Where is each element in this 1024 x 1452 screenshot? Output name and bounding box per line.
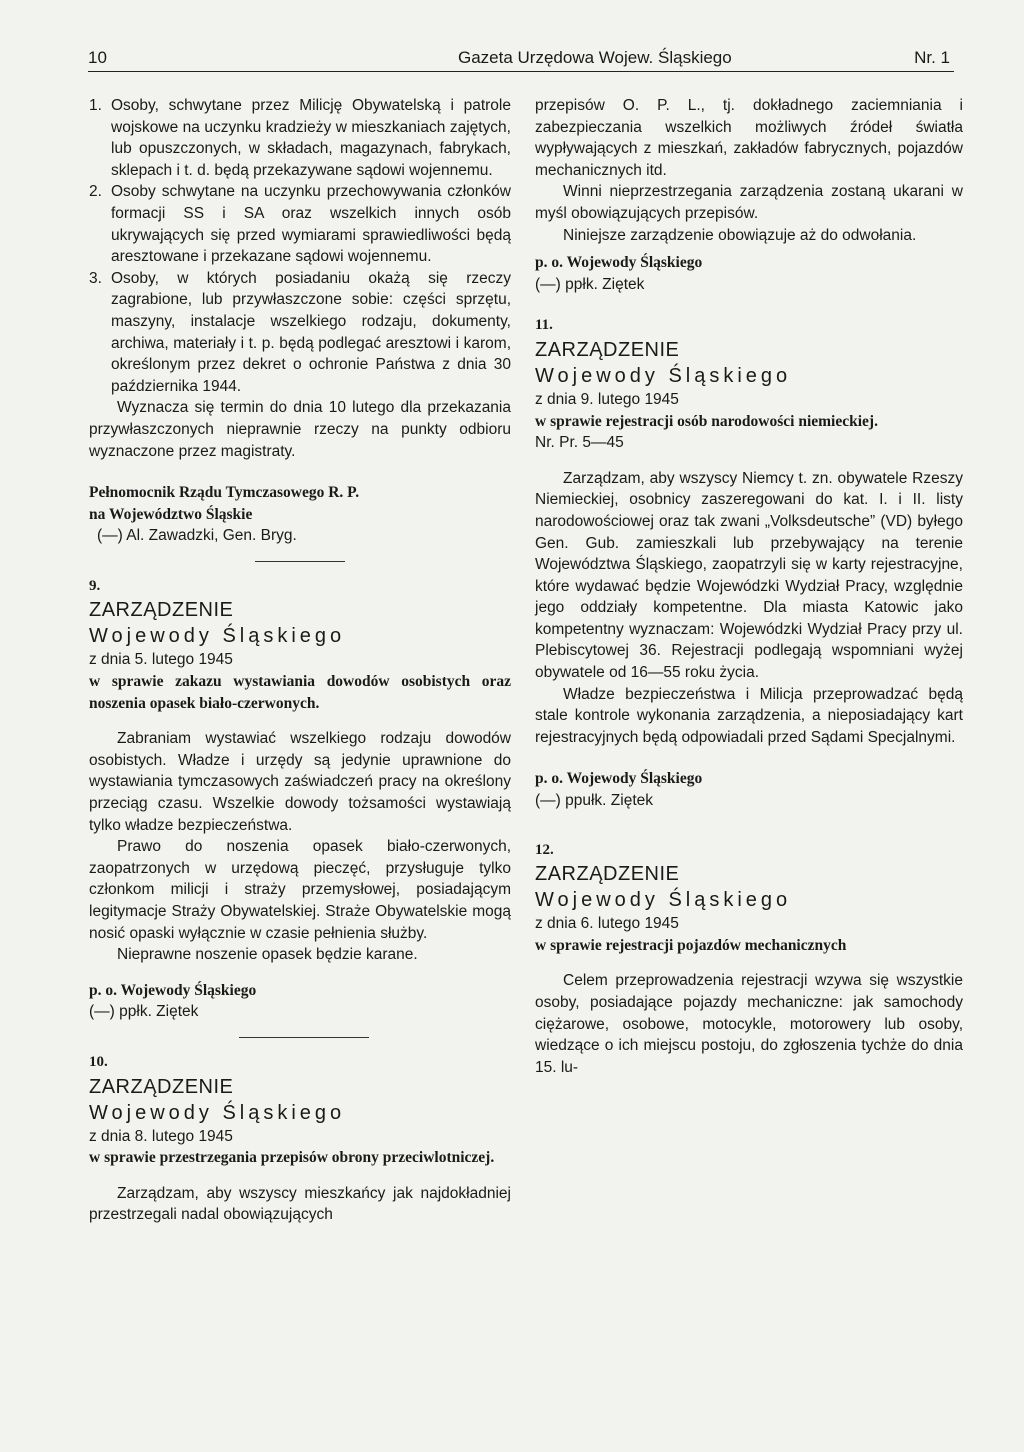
signature-title: p. o. Wojewody Śląskiego [535,770,703,788]
decree-title: ZARZĄDZENIE [89,1075,234,1098]
divider [239,1037,369,1038]
right-column [535,95,963,1078]
paragraph: Wyznacza się termin do dnia 10 lutego dla przekazania przywłaszczonych nieprawnie rzeczy na punkty odbioru wyznaczone przez magistraty. [89,399,511,460]
decree-date: z dnia 5. lutego 1945 [89,651,233,669]
decree-number: 12. [535,841,554,858]
paragraph: Zabraniam wystawiać wszelkiego rodzaju dowodów osobistych. Władze i urzędy są jedynie uprawnione do wystawiania tymczasowych zaświadczeń pracy na określony przeciąg czasu. Wszelkie dowody tożsamości wystawiają tylko władze bezpieczeństwa. [89,730,511,834]
signature-name: (—) ppłk. Ziętek [535,275,645,293]
list-item [89,268,511,398]
item-text: Osoby, w których posiadaniu okażą się rzeczy zagrabione, lub przywłaszczone sobie: części sprzętu, maszyny, instalacje wszelkiego rodzaju, dokumenty, archiwa, materiały i t. p. będą podlegać aresztowi i karom, określonym przez dekret o ochronie Państwa z dnia 30 października 1944. [111,269,511,395]
publication-title: Gazeta Urzędowa Wojew. Śląskiego [458,48,732,67]
decree-issuer: Wojewody Śląskiego [89,1101,346,1124]
divider [255,561,345,562]
signature-name: (—) ppułk. Ziętek [535,792,654,810]
paragraph: Winni nieprzestrzegania zarządzenia zostaną ukarani w myśl obowiązujących przepisów. [535,183,963,222]
decree-subject: w sprawie rejestracji pojazdów mechanicznych [535,936,847,954]
paragraph: Nieprawne noszenie opasek będzie karane. [117,946,418,964]
signature-name: (—) Al. Zawadzki, Gen. Bryg. [97,527,297,545]
decree-issuer: Wojewody Śląskiego [89,625,346,648]
item-number: 3. [89,269,102,287]
decree-title: ZARZĄDZENIE [89,599,234,622]
item-number: 2. [89,183,102,201]
paragraph: Władze bezpieczeństwa i Milicja przeprowadzać będą stale kontrole wykonania zarządzenia, a nieposiadający kart rejestracyjnych będą odpowiadali przed Sądami Specjalnymi. [535,685,963,746]
item-number: 1. [89,97,102,114]
signature-title: p. o. Wojewody Śląskiego [89,981,257,999]
paragraph: Celem przeprowadzenia rejestracji wzywa się wszystkie osoby, posiadające pojazdy mechaniczne: jak samochody ciężarowe, osobowe, motocykle, motorowery lub osoby, wiedzące o ich miejscu postoju, do zgłoszenia tychże do dnia 15. lu- [535,972,963,1076]
page-number: 10 [88,48,107,67]
signature-title: na Województwo Śląskie [89,505,253,523]
page-header [88,48,954,72]
signature-name: (—) ppłk. Ziętek [89,1003,199,1021]
decree-number: 11. [535,317,553,334]
left-column [89,95,511,1226]
list-item [89,181,511,267]
decree-date: z dnia 6. lutego 1945 [535,915,679,933]
issue-number: Nr. 1 [914,48,950,67]
decree-date: z dnia 9. lutego 1945 [535,390,679,408]
signature-title: Pełnomocnik Rządu Tymczasowego R. P. [89,484,360,502]
item-text: Osoby, schwytane przez Milicję Obywatelską i patrole wojskowe na uczynku kradzieży w mieszkaniach zajętych, lub opuszczonych, w składach, magazynach, fabrykach, sklepach i t. d. będą przekazywane sądowi wojennemu. [111,97,511,179]
decree-date: z dnia 8. lutego 1945 [89,1127,233,1145]
item-text: Osoby schwytane na uczynku przechowywania członków formacji SS i SA oraz wszelkich innych osób ukrywających się przed wymiarami sprawiedliwości będą aresztowane i przekazane sądowi wojennemu. [111,183,511,266]
paragraph: przepisów O. P. L., tj. dokładnego zaciemniania i zabezpieczania wszelkich możliwych źródeł światła wypływających z mieszkań, zakładów fabrycznych, pojazdów mechanicznych itd. [535,97,963,179]
decree-issuer: Wojewody Śląskiego [535,364,792,387]
decree-issuer: Wojewody Śląskiego [535,889,792,912]
decree-subject: w sprawie rejestracji osób narodowości niemieckiej. [535,412,878,430]
paragraph: Prawo do noszenia opasek biało-czerwonych, zaopatrzonych w urzędową pieczęć, przysługuje tylko członkom milicji i straży przemysłowej, posiadającym legitymacje Straży Obywatelskiej. Straże Obywatelskie mogą nosić opaski wyłącznie w czasie pełnienia służby. [89,838,511,942]
decree-subject: w sprawie przestrzegania przepisów obrony przeciwlotniczej. [89,1149,495,1167]
paragraph: Niniejsze zarządzenie obowiązuje aż do odwołania. [563,226,917,244]
paragraph: Zarządzam, aby wszyscy mieszkańcy jak najdokładniej przestrzegali nadal obowiązujących [89,1184,511,1224]
decree-title: ZARZĄDZENIE [535,338,680,361]
decree-title: ZARZĄDZENIE [535,863,680,886]
decree-ref-number: Nr. Pr. 5—45 [535,434,624,452]
signature-title: p. o. Wojewody Śląskiego [535,254,703,272]
decree-number: 10. [89,1053,108,1070]
decree-subject: w sprawie zakazu wystawiania dowodów osobistych oraz noszenia opasek biało-czerwonych. [89,673,511,712]
paragraph: Zarządzam, aby wszyscy Niemcy t. zn. obywatele Rzeszy Niemieckiej, osobnicy zaszeregowani do kat. I. i II. listy narodowościowej oraz tak zwani „Volksdeutsche” (VD) byłego Gen. Gub. zamieszkali lub przebywający na terenie Województwa Śląskiego, zaopatrzyli się w karty rejestracyjne, które wydawać będzie Wojewódzki Wydział Pracy, względnie jego oddziały kompetentne. Dla miasta Katowic jako kompetentny wyznaczam: Wojewódzki Wydział Pracy przy ul. Plebiscytowej 36. Rejestracji podlegają wspomniani wyżej obywatele od 16—55 roku życia. [535,469,963,682]
decree-number: 9. [89,577,101,594]
list-item [89,95,511,181]
